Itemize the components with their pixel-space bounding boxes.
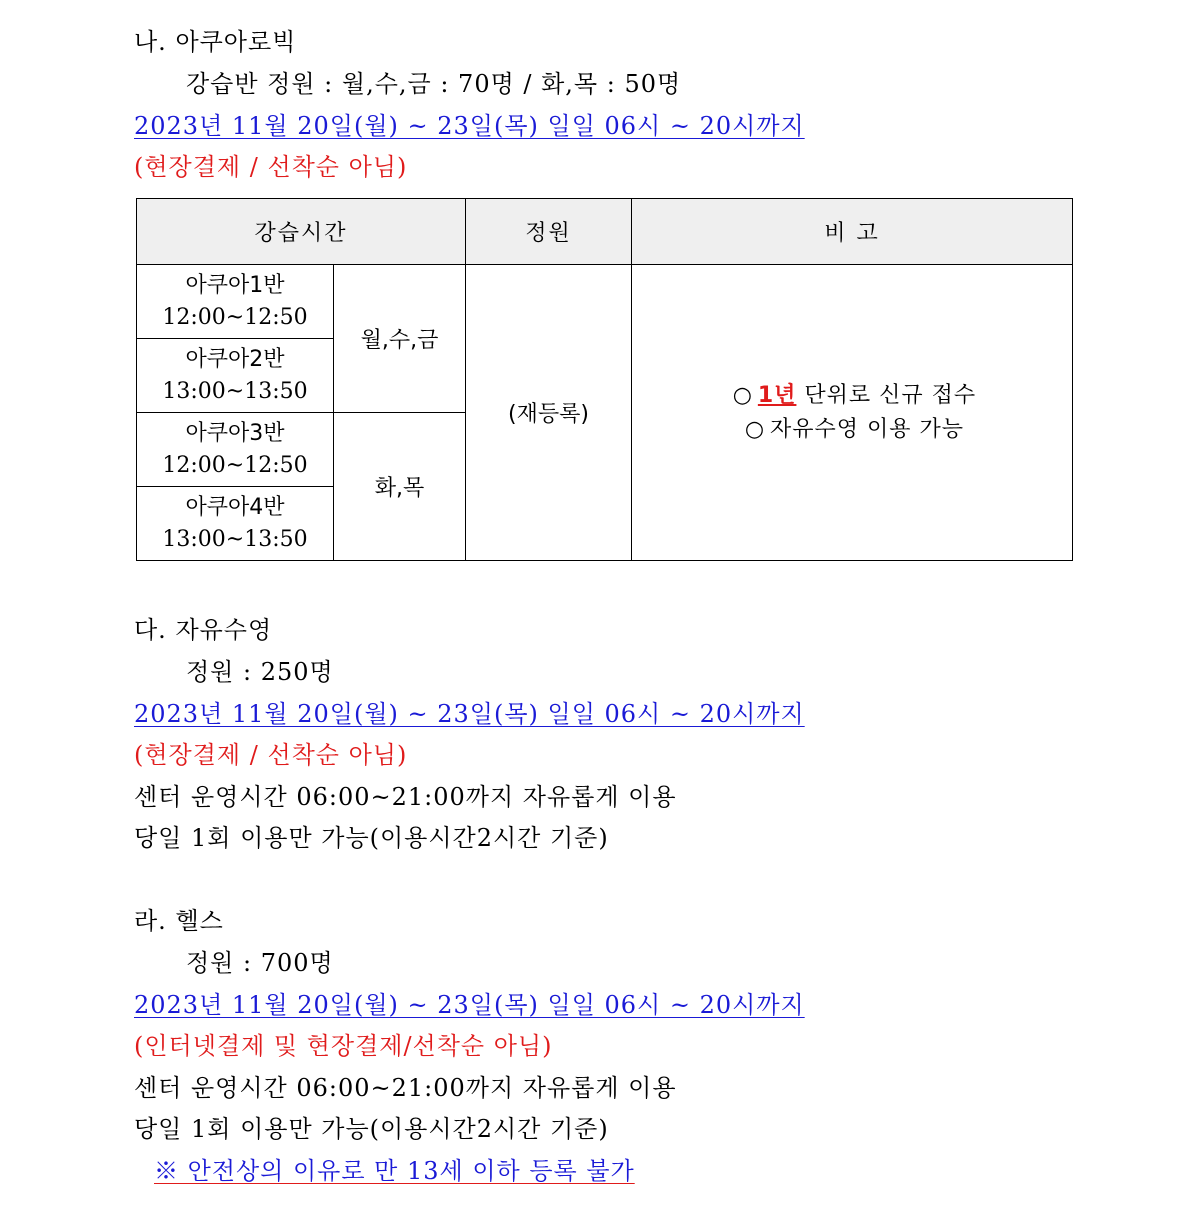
capacity-note: (재등록) <box>466 265 632 561</box>
class-name: 아쿠아3반 <box>185 420 285 446</box>
gym-payment: (인터넷결제 및 현장결제/선착순 아님) <box>134 1032 553 1060</box>
days-mon-wed-fri: 월,수,금 <box>334 265 466 413</box>
gym-limit: 당일 1회 이용만 가능(이용시간2시간 기준) <box>134 1115 609 1143</box>
free-swim-payment: (현장결제 / 선착순 아님) <box>134 741 408 769</box>
gym-age-notice: ※ 안전상의 이유로 만 13세 이하 등록 불가 <box>154 1157 635 1185</box>
remarks-cell <box>632 265 1073 561</box>
section-free-swim-title: 다. 자유수영 <box>134 616 273 644</box>
remark-line-2 <box>632 413 1072 447</box>
header-class-time: 강습시간 <box>137 199 466 265</box>
aquarobic-period: 2023년 11월 20일(월) ~ 23일(목) 일일 06시 ~ 20시까지 <box>134 112 805 140</box>
gym-hours: 센터 운영시간 06:00~21:00까지 자유롭게 이용 <box>134 1074 677 1102</box>
free-swim-capacity: 정원 : 250명 <box>186 658 334 686</box>
bullet-icon: ○ <box>744 416 766 442</box>
aquarobic-capacity: 강습반 정원 : 월,수,금 : 70명 / 화,목 : 50명 <box>186 70 682 98</box>
section-aquarobic-title: 나. 아쿠아로빅 <box>134 28 297 56</box>
remark-highlight: 1년 <box>757 382 797 408</box>
class-time: 12:00~12:50 <box>162 452 308 478</box>
section-gym-title: 라. 헬스 <box>134 907 224 935</box>
header-remarks: 비 고 <box>632 199 1073 265</box>
table-header-row <box>137 199 1073 265</box>
class-name: 아쿠아4반 <box>185 494 285 520</box>
gym-capacity: 정원 : 700명 <box>186 949 334 977</box>
class-time: 12:00~12:50 <box>162 304 308 330</box>
class-cell <box>137 339 334 413</box>
class-time: 13:00~13:50 <box>162 526 308 552</box>
header-capacity: 정원 <box>466 199 632 265</box>
class-name: 아쿠아2반 <box>185 346 285 372</box>
aquarobic-schedule-table <box>136 198 1073 561</box>
free-swim-period: 2023년 11월 20일(월) ~ 23일(목) 일일 06시 ~ 20시까지 <box>134 700 805 728</box>
class-time: 13:00~13:50 <box>162 378 308 404</box>
table-row <box>137 265 1073 339</box>
class-name: 아쿠아1반 <box>185 272 285 298</box>
bullet-icon: ○ <box>732 382 753 408</box>
gym-period: 2023년 11월 20일(월) ~ 23일(목) 일일 06시 ~ 20시까지 <box>134 991 805 1019</box>
remark-line-1 <box>632 379 1072 413</box>
free-swim-limit: 당일 1회 이용만 가능(이용시간2시간 기준) <box>134 824 609 852</box>
remark-line-2-text: 자유수영 이용 가능 <box>770 416 965 442</box>
class-cell <box>137 265 334 339</box>
class-cell <box>137 413 334 487</box>
remark-line-1-text: 단위로 신규 접수 <box>796 382 977 408</box>
days-tue-thu: 화,목 <box>334 413 466 561</box>
aquarobic-payment: (현장결제 / 선착순 아님) <box>134 153 408 181</box>
class-cell <box>137 487 334 561</box>
free-swim-hours: 센터 운영시간 06:00~21:00까지 자유롭게 이용 <box>134 783 677 811</box>
